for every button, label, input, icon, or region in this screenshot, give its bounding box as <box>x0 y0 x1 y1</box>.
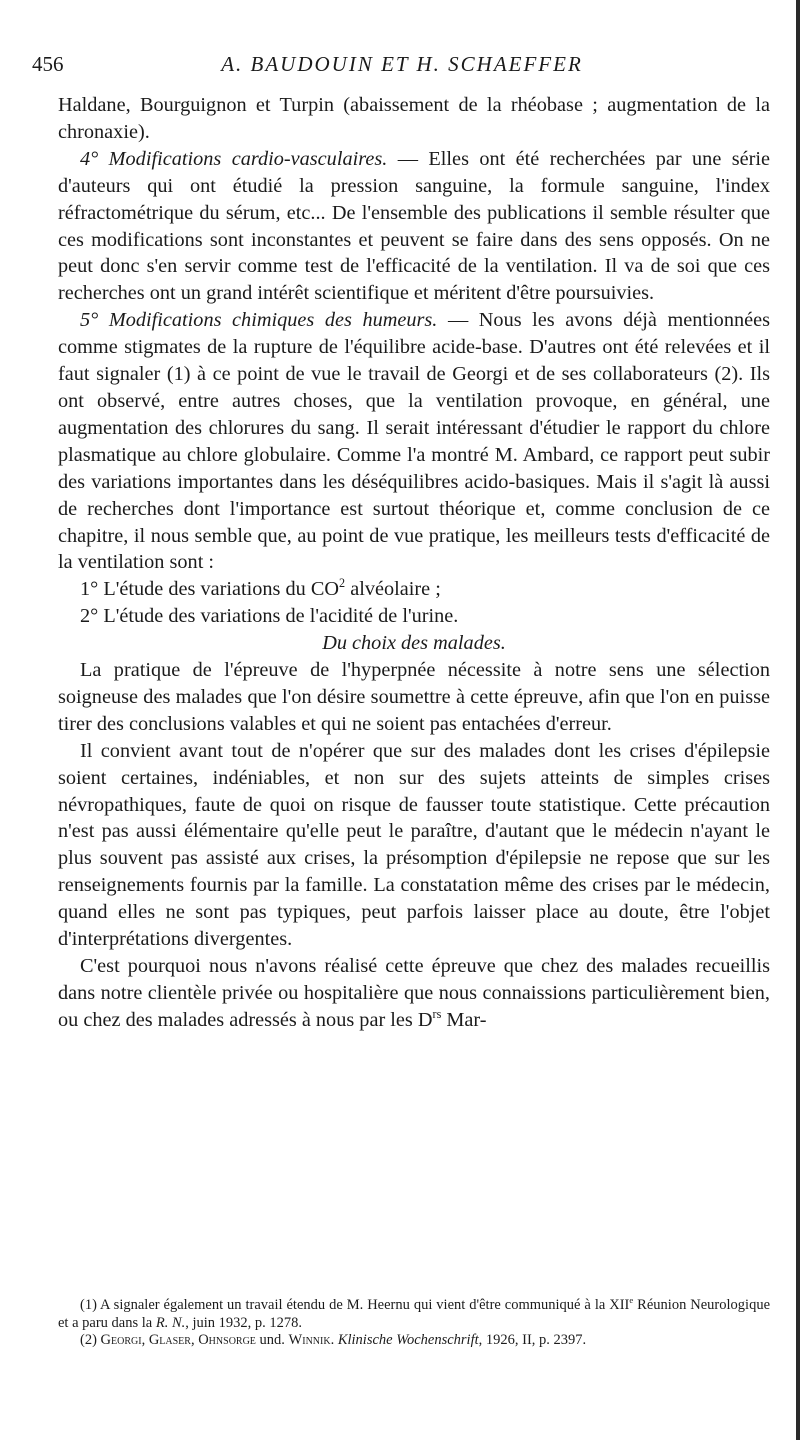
scan-edge <box>796 0 800 1440</box>
footnote-text: (2) <box>80 1332 101 1348</box>
paragraph-text: C'est pourquoi nous n'avons réalisé cette épreuve que chez des malades recueillis dans notre clientèle privée ou hospitalière que nous connaissions particulièrement bien, ou chez des malades adressés à nous par les D <box>58 955 770 1031</box>
paragraph-1: Haldane, Bourguignon et Turpin (abaissement de la rhéobase ; augmentation de la chronaxie). <box>58 94 770 143</box>
journal-title: Klinische Wochenschrift <box>337 1332 479 1348</box>
superscript: e <box>629 1295 634 1306</box>
page-number: 456 <box>32 52 64 76</box>
superscript: 2 <box>339 576 346 591</box>
paragraph-text: Mar- <box>441 1008 487 1031</box>
list-item-1 <box>58 576 770 603</box>
paragraph-text: — Elles ont été recherchées par une série d'auteurs qui ont étudié la pression sanguine, la formule sanguine, l'index réfractométrique du sérum, etc... De l'ensemble des publications il semble résulter que ces modifications sont inconstantes et peuvent se faire dans des sens opposés. On ne peut donc s'en servir comme test de l'efficacité de la ventilation. Il va de soi que ces recherches ont un grand intérêt scientifique et méritent d'être poursuivies. <box>58 147 771 305</box>
list-item-text: alvéolaire ; <box>345 578 441 601</box>
paragraph-title: 4° Modifications cardio-vasculaires. <box>80 147 388 170</box>
paragraph-chimiques <box>58 307 770 576</box>
paragraph-5: Il convient avant tout de n'opérer que sur des malades dont les crises d'épilepsie soient certaines, indéniables, et non sur des sujets atteints de simples crises névropathiques, faute de quoi on risque de fausser toute statistique. Cette précaution n'est pas aussi élémentaire qu'elle peut le paraître, d'autant que le médecin n'ayant le plus souvent pas assisté aux crises, la présomption d'épilepsie ne repose que sur les renseignements fournis par la famille. La constatation même des crises par le médecin, quand elles ne sont pas typiques, peut parfois laisser place au doute, être l'objet d'interprétations divergentes. <box>58 739 770 951</box>
paragraph-title: 5° Modifications chimiques des humeurs. <box>80 309 438 332</box>
paragraph-4: La pratique de l'épreuve de l'hyperpnée nécessite à notre sens une sélection soigneuse des malades que l'on désire soumettre à cette épreuve, afin que l'on en puisse tirer des conclusions valables et qui ne soient pas entachées d'erreur. <box>58 659 770 735</box>
footnote-authors: Winnik <box>288 1332 331 1348</box>
footnote-text: Réunion Neurologique et a paru dans la <box>58 1297 770 1331</box>
running-head: A. BAUDOUIN ET H. SCHAEFFER <box>221 52 583 76</box>
section-title: Du choix des malades. <box>322 632 506 655</box>
footnote-text: , juin 1932, p. 1278. <box>185 1314 303 1331</box>
footnote-2 <box>58 1332 770 1350</box>
footnote-text: und. <box>255 1332 289 1348</box>
footnote-1 <box>58 1297 770 1332</box>
footnote-authors: Georgi, Glaser, Ohnsorge <box>100 1332 256 1348</box>
superscript: rs <box>432 1007 442 1022</box>
page-header <box>32 48 772 84</box>
footnote-text: . <box>330 1332 338 1348</box>
paragraph-cardio-vasculaires <box>58 146 770 307</box>
footnotes <box>58 1297 770 1350</box>
list-item-text: 1° L'étude des variations du CO <box>80 578 340 601</box>
body-text <box>58 92 770 1034</box>
journal-abbrev: R. N. <box>155 1314 186 1331</box>
paragraph-6 <box>58 953 770 1034</box>
footnote-text: (1) A signaler également un travail étendu de M. Heernu qui vient d'être communiqué à la XII <box>80 1297 630 1313</box>
list-item-2: 2° L'étude des variations de l'acidité de l'urine. <box>80 605 459 628</box>
footnote-text: , 1926, II, p. 2397. <box>478 1332 587 1348</box>
paragraph-text: — Nous les avons déjà mentionnées comme stigmates de la rupture de l'équilibre acide-base. D'autres ont été relevées et il faut signaler (1) à ce point de vue le travail de Georgi et de ses collaborateurs (2). Ils ont observé, entre autres choses, que la ventilation provoque, en général, une augmentation des chlorures du sang. Il serait intéressant d'étudier le rapport du chlore plasmatique au chlore globulaire. Comme l'a montré M. Ambard, ce rapport peut subir des variations importantes dans les déséquilibres acido-basiques. Mais il s'agit là aussi de recherches dont l'importance est surtout théorique et, comme conclusion de ce chapitre, il nous semble que, au point de vue pratique, les meilleurs tests d'efficacité de la ventilation sont : <box>58 309 770 574</box>
